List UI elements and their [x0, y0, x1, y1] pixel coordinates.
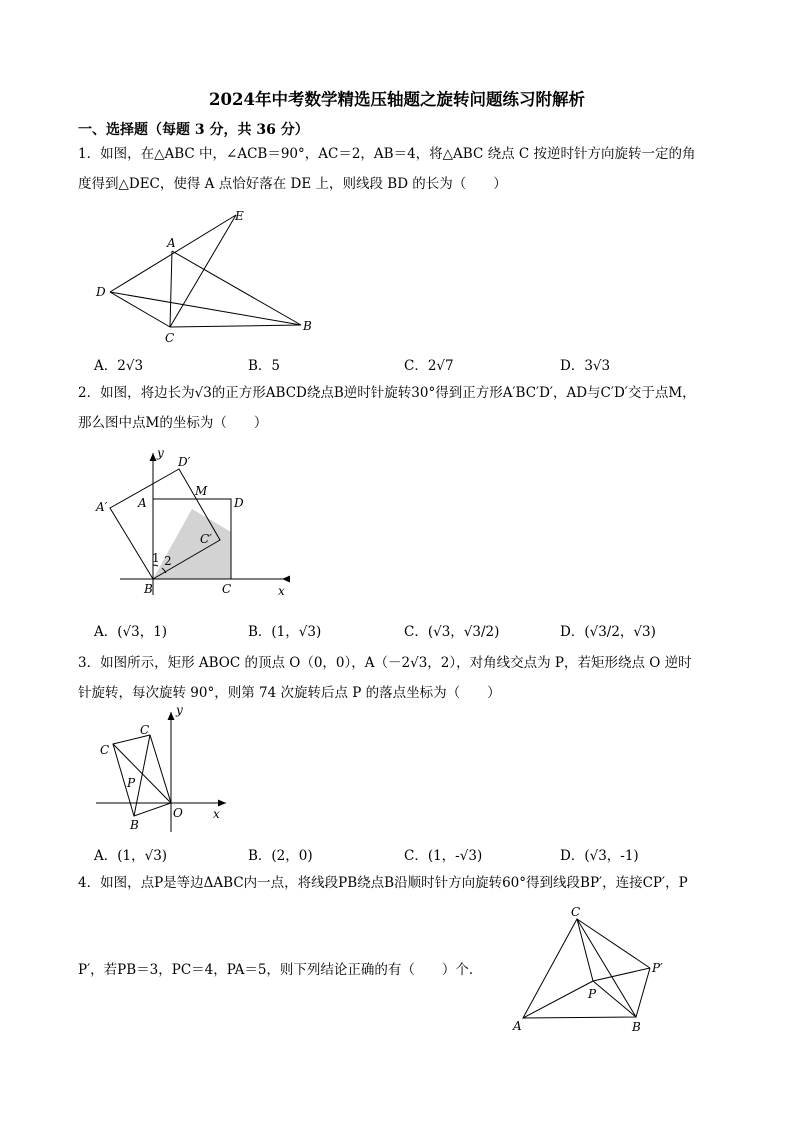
question-1-option-c: C．2√7 [404, 358, 454, 374]
label-e: E [235, 209, 244, 223]
label-y: y [157, 447, 164, 460]
label-x: x [213, 807, 220, 821]
segment-pb [593, 981, 636, 1017]
question-1-option-a: A．2√3 [94, 358, 144, 374]
question-3-line-2: 针旋转，每次旋转 90°，则第 74 次旋转后点 P 的落点坐标为（ ） [78, 685, 501, 701]
label-b: B [303, 319, 312, 333]
x-axis-arrow-icon [282, 576, 290, 583]
question-2-figure [92, 447, 302, 602]
label-a: C [100, 743, 110, 757]
label-d: D [234, 496, 244, 510]
label-o: O [173, 806, 183, 820]
question-2-line-2: 那么图中点M的坐标为（ ） [78, 415, 268, 431]
label-p: P [127, 776, 136, 790]
question-1-line-1: 1．如图，在△ABC 中，∠ACB＝90°，AC＝2，AB＝4，将△ABC 绕点 C 按逆时针方向旋转一定的角 [78, 146, 696, 162]
question-2-line-1: 2．如图，将边长为√3的正方形ABCD绕点B逆时针旋转30°得到正方形A′BC′D′，AD与C′D′交于点M， [78, 385, 696, 401]
x-axis-arrow-icon [218, 800, 226, 807]
question-3-option-b: B．(2，0) [248, 848, 313, 864]
label-c: C [571, 905, 581, 919]
question-2-option-c: C．(√3，√3/2) [404, 624, 500, 640]
overlap-shaded-region [153, 509, 231, 579]
segment-p-prime-b [636, 968, 650, 1017]
label-x: x [278, 584, 285, 598]
question-2-option-a: A．(√3，1) [94, 624, 168, 640]
diagonal-cb [134, 735, 150, 816]
question-3-line-1: 3．如图所示，矩形 ABOC 的顶点 O（0，0），A（－2√3，2），对角线交点为 P，若矩形绕点 O 逆时 [78, 655, 692, 671]
label-c-prime: C′ [200, 532, 212, 546]
question-1-figure [90, 205, 330, 350]
question-2-option-d: D．(√3/2，√3) [560, 624, 656, 640]
question-3-option-a: A．(1，√3) [94, 848, 168, 864]
question-4-figure [508, 900, 678, 1040]
label-a: A [513, 1019, 522, 1033]
segment-ac [170, 251, 172, 327]
label-y: y [176, 706, 183, 717]
y-axis-arrow-icon [150, 453, 157, 461]
label-d: D [96, 285, 106, 299]
label-b: B [144, 582, 153, 596]
label-a: A [167, 236, 176, 250]
question-1-option-b: B．5 [248, 358, 281, 374]
label-p: P [588, 987, 597, 1001]
question-1-line-2: 度得到△DEC，使得 A 点恰好落在 DE 上，则线段 BD 的长为（ ） [78, 176, 507, 192]
label-a: A [138, 496, 147, 510]
label-c-visible: C [140, 723, 150, 737]
question-4-line-1: 4．如图，点P是等边ΔABC内一点，将线段PB绕点B沿顺时针方向旋转60°得到线段BP′，连接CP′，P [78, 875, 688, 891]
question-3-option-d: D．(√3，-1) [560, 848, 639, 864]
label-c: C [222, 582, 232, 596]
label-angle-2: 2 [164, 554, 172, 568]
label-d-prime: D′ [178, 455, 191, 469]
segment-pp-prime [593, 968, 650, 981]
question-3-figure [92, 706, 232, 836]
label-m: M [195, 484, 208, 498]
segment-cb [170, 325, 301, 327]
label-c: C [165, 331, 175, 345]
page-title: 2024年中考数学精选压轴题之旋转问题练习附解析 [209, 90, 585, 109]
question-1-option-d: D．3√3 [560, 358, 611, 374]
y-axis-arrow-icon [168, 712, 175, 720]
question-2-option-b: B．(1，√3) [248, 624, 322, 640]
angle-1-arc [153, 565, 158, 566]
label-angle-1: 1 [152, 551, 160, 565]
label-a-prime: A′ [96, 500, 108, 514]
question-3-option-c: C．(1，-√3) [404, 848, 483, 864]
section-heading: 一、选择题（每题 3 分，共 36 分） [78, 122, 309, 138]
segment-de [110, 215, 236, 292]
question-4-line-2: P′，若PB＝3，PC＝4，PA＝5，则下列结论正确的有（ ）个． [78, 962, 483, 978]
label-b: B [632, 1020, 641, 1034]
label-b: B [130, 818, 139, 832]
segment-ec [170, 215, 236, 327]
label-p-prime: P′ [652, 961, 663, 975]
